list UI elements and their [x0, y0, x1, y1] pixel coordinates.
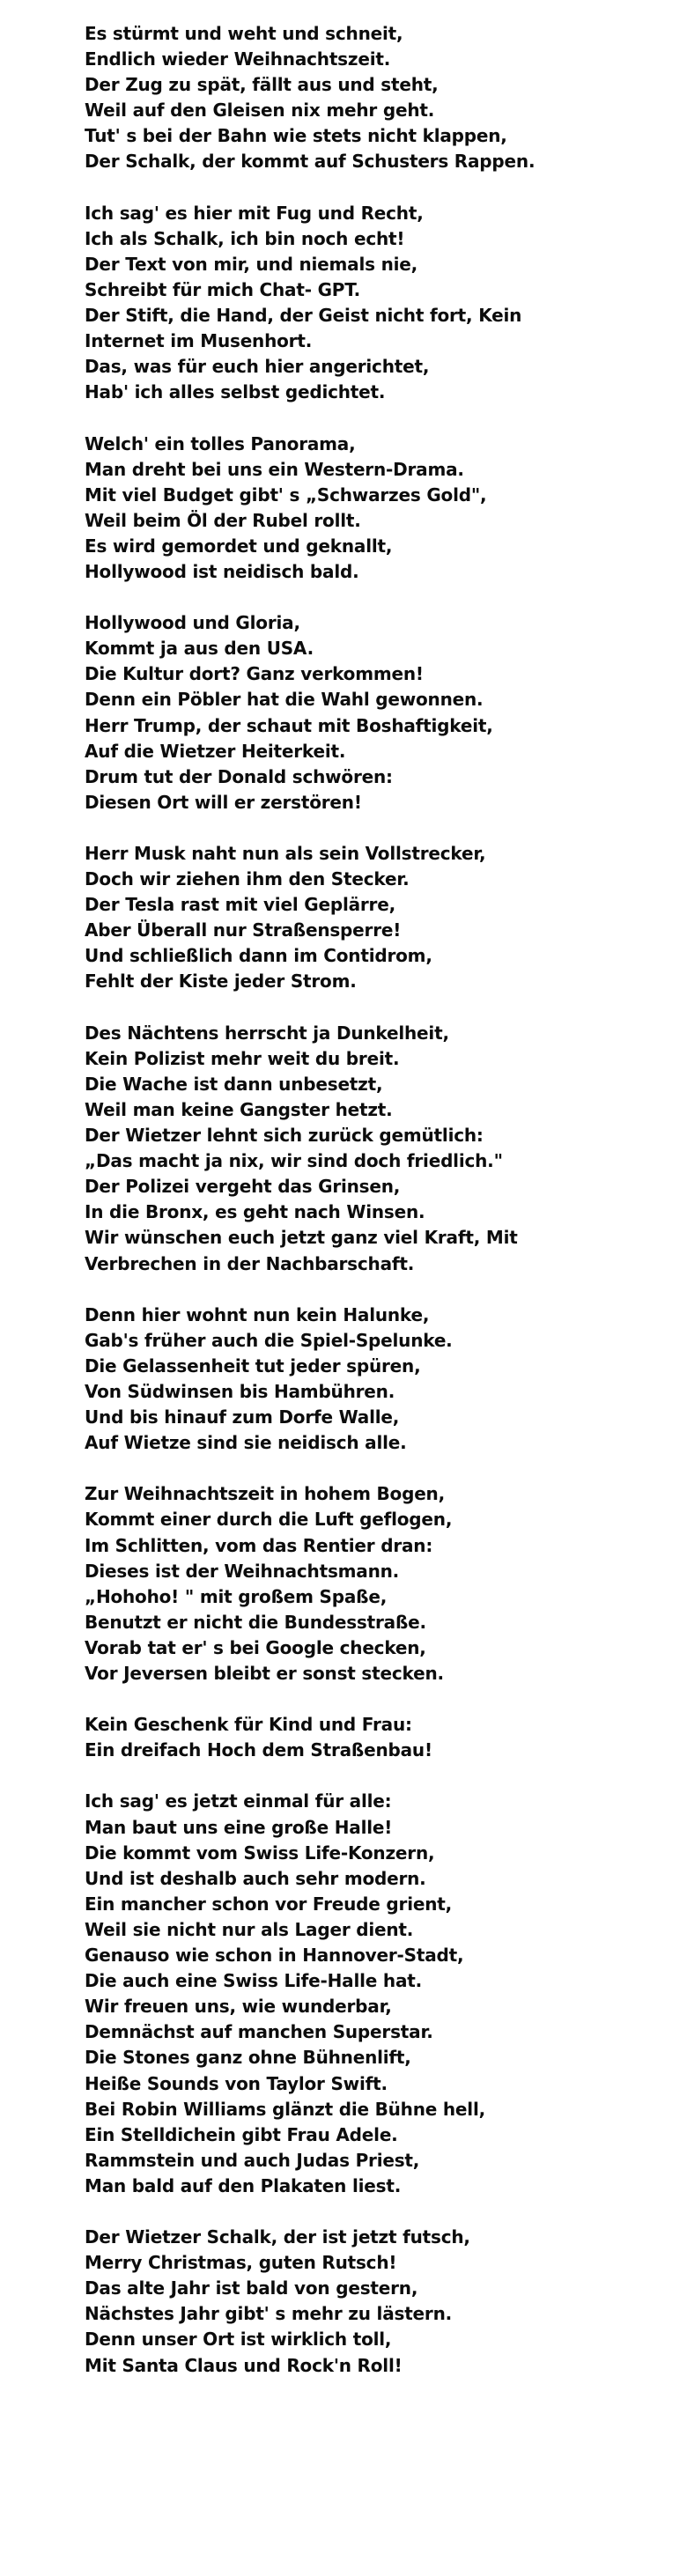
- poem-line: Internet im Musenhort.: [85, 330, 313, 352]
- poem-line: Hollywood und Gloria,: [85, 612, 300, 634]
- poem-line: Bei Robin Williams glänzt die Bühne hell,: [85, 2098, 485, 2120]
- poem-line: Vorab tat er' s bei Google checken,: [85, 1636, 426, 1658]
- poem-line: Benutzt er nicht die Bundesstraße.: [85, 1611, 426, 1633]
- poem-line: Kommt ja aus den USA.: [85, 638, 314, 660]
- poem-line: Denn unser Ort ist wirklich toll,: [85, 2329, 392, 2351]
- poem-line: Kein Polizist mehr weit du breit.: [85, 1047, 400, 1069]
- poem-line: Man baut uns eine große Halle!: [85, 1816, 393, 1838]
- stanza-9: [85, 1712, 613, 1763]
- poem-line: Weil man keine Gangster hetzt.: [85, 1098, 393, 1120]
- poem-line: Der Polizei vergeht das Grinsen,: [85, 1176, 401, 1198]
- poem-line: Gab's früher auch die Spiel-Spelunke.: [85, 1329, 453, 1351]
- poem-line: Herr Musk naht nun als sein Vollstrecker,: [85, 843, 486, 864]
- poem-line: Tut' s bei der Bahn wie stets nicht klappen,: [85, 125, 507, 147]
- poem-line: Von Südwinsen bis Hambühren.: [85, 1380, 395, 1402]
- stanza-5: [85, 841, 613, 995]
- poem-line: Aber Überall nur Straßensperre!: [85, 919, 402, 941]
- poem-line: Der Zug zu spät, fällt aus und steht,: [85, 74, 439, 96]
- poem-line: Und bis hinauf zum Dorfe Walle,: [85, 1406, 400, 1428]
- poem-line: Ein dreifach Hoch dem Straßenbau!: [85, 1739, 432, 1761]
- poem-line: Merry Christmas, guten Rutsch!: [85, 2252, 397, 2274]
- poem-text: [85, 21, 613, 2404]
- poem-line: Diesen Ort will er zerstören!: [85, 791, 362, 813]
- stanza-7: [85, 1303, 613, 1457]
- poem-line: Die Kultur dort? Ganz verkommen!: [85, 663, 424, 685]
- poem-line: Weil beim Öl der Rubel rollt.: [85, 509, 361, 531]
- poem-line: Weil sie nicht nur als Lager dient.: [85, 1918, 414, 1940]
- poem-line: Der Tesla rast mit viel Geplärre,: [85, 894, 395, 916]
- poem-line: Wir wünschen euch jetzt ganz viel Kraft, Mit: [85, 1227, 518, 1249]
- poem-line: Das, was für euch hier angerichtet,: [85, 356, 430, 378]
- poem-line: Der Wietzer lehnt sich zurück gemütlich:: [85, 1125, 484, 1147]
- poem-line: Denn ein Pöbler hat die Wahl gewonnen.: [85, 689, 484, 711]
- poem-line: Und schließlich dann im Contidrom,: [85, 945, 432, 967]
- poem-line: Die kommt vom Swiss Life-Konzern,: [85, 1842, 435, 1864]
- poem-line: Der Schalk, der kommt auf Schusters Rappen.: [85, 151, 536, 173]
- poem-line: Die Gelassenheit tut jeder spüren,: [85, 1354, 421, 1377]
- poem-line: Rammstein und auch Judas Priest,: [85, 2149, 420, 2171]
- stanza-2: [85, 201, 613, 406]
- poem-line: Demnächst auf manchen Superstar.: [85, 2021, 433, 2043]
- poem-line: Doch wir ziehen ihm den Stecker.: [85, 868, 410, 890]
- poem-line: Die Wache ist dann unbesetzt,: [85, 1073, 383, 1095]
- stanza-6: [85, 1021, 613, 1277]
- poem-line: Man bald auf den Plakaten liest.: [85, 2174, 402, 2196]
- poem-line: In die Bronx, es geht nach Winsen.: [85, 1201, 425, 1223]
- stanza-1: [85, 21, 613, 175]
- poem-line: „Das macht ja nix, wir sind doch friedlich.": [85, 1150, 503, 1172]
- poem-line: Des Nächtens herrscht ja Dunkelheit,: [85, 1022, 449, 1044]
- poem-line: Der Wietzer Schalk, der ist jetzt futsch,: [85, 2226, 470, 2248]
- poem-line: Nächstes Jahr gibt' s mehr zu lästern.: [85, 2303, 453, 2325]
- poem-line: Es wird gemordet und geknallt,: [85, 535, 393, 557]
- poem-line: Die Stones ganz ohne Bühnenlift,: [85, 2047, 411, 2069]
- poem-line: Wir freuen uns, wie wunderbar,: [85, 1996, 392, 2018]
- poem-line: Welch' ein tolles Panorama,: [85, 432, 356, 454]
- poem-line: Die auch eine Swiss Life-Halle hat.: [85, 1970, 423, 1992]
- poem-line: Ein Stelldichein gibt Frau Adele.: [85, 2123, 398, 2145]
- stanza-10: [85, 1789, 613, 2199]
- poem-line: Vor Jeversen bleibt er sonst stecken.: [85, 1663, 444, 1684]
- poem-line: Kommt einer durch die Luft geflogen,: [85, 1509, 453, 1531]
- poem-line: Hollywood ist neidisch bald.: [85, 560, 359, 582]
- poem-line: Schreibt für mich Chat- GPT.: [85, 278, 361, 300]
- poem-line: Herr Trump, der schaut mit Boshaftigkeit,: [85, 714, 493, 736]
- poem-line: Ich sag' es hier mit Fug und Recht,: [85, 202, 424, 224]
- stanza-11: [85, 2225, 613, 2379]
- poem-line: Der Stift, die Hand, der Geist nicht fort, Kein: [85, 305, 522, 327]
- poem-line: Zur Weihnachtszeit in hohem Bogen,: [85, 1483, 445, 1505]
- poem-line: Denn hier wohnt nun kein Halunke,: [85, 1303, 430, 1325]
- stanza-4: [85, 610, 613, 816]
- stanza-8: [85, 1481, 613, 1687]
- poem-line: Hab' ich alles selbst gedichtet.: [85, 381, 386, 403]
- poem-line: Dieses ist der Weihnachtsmann.: [85, 1560, 400, 1582]
- poem-line: Weil auf den Gleisen nix mehr geht.: [85, 100, 435, 122]
- poem-line: Man dreht bei uns ein Western-Drama.: [85, 458, 464, 480]
- poem-line: Kein Geschenk für Kind und Frau:: [85, 1714, 412, 1736]
- poem-line: Im Schlitten, vom das Rentier dran:: [85, 1534, 433, 1556]
- poem-line: Es stürmt und weht und schneit,: [85, 23, 403, 44]
- poem-line: Das alte Jahr ist bald von gestern,: [85, 2277, 418, 2299]
- poem-line: „Hohoho! " mit großem Spaße,: [85, 1585, 388, 1607]
- stanza-3: [85, 432, 613, 586]
- poem-line: Verbrechen in der Nachbarschaft.: [85, 1252, 415, 1274]
- poem-line: Der Text von mir, und niemals nie,: [85, 253, 418, 275]
- poem-line: Genauso wie schon in Hannover-Stadt,: [85, 1945, 464, 1967]
- poem-line: Drum tut der Donald schwören:: [85, 765, 393, 787]
- poem-line: Mit Santa Claus und Rock'n Roll!: [85, 2354, 403, 2376]
- poem-line: Endlich wieder Weihnachtszeit.: [85, 48, 391, 70]
- poem-line: Fehlt der Kiste jeder Strom.: [85, 971, 357, 993]
- poem-line: Mit viel Budget gibt' s „Schwarzes Gold",: [85, 483, 487, 506]
- poem-line: Auf Wietze sind sie neidisch alle.: [85, 1432, 407, 1454]
- poem-line: Heiße Sounds von Taylor Swift.: [85, 2072, 388, 2094]
- poem-line: Und ist deshalb auch sehr modern.: [85, 1867, 426, 1889]
- poem-line: Auf die Wietzer Heiterkeit.: [85, 740, 346, 762]
- poem-line: Ich als Schalk, ich bin noch echt!: [85, 227, 405, 249]
- poem-line: Ich sag' es jetzt einmal für alle:: [85, 1790, 392, 1812]
- poem-line: Ein mancher schon vor Freude grient,: [85, 1893, 453, 1915]
